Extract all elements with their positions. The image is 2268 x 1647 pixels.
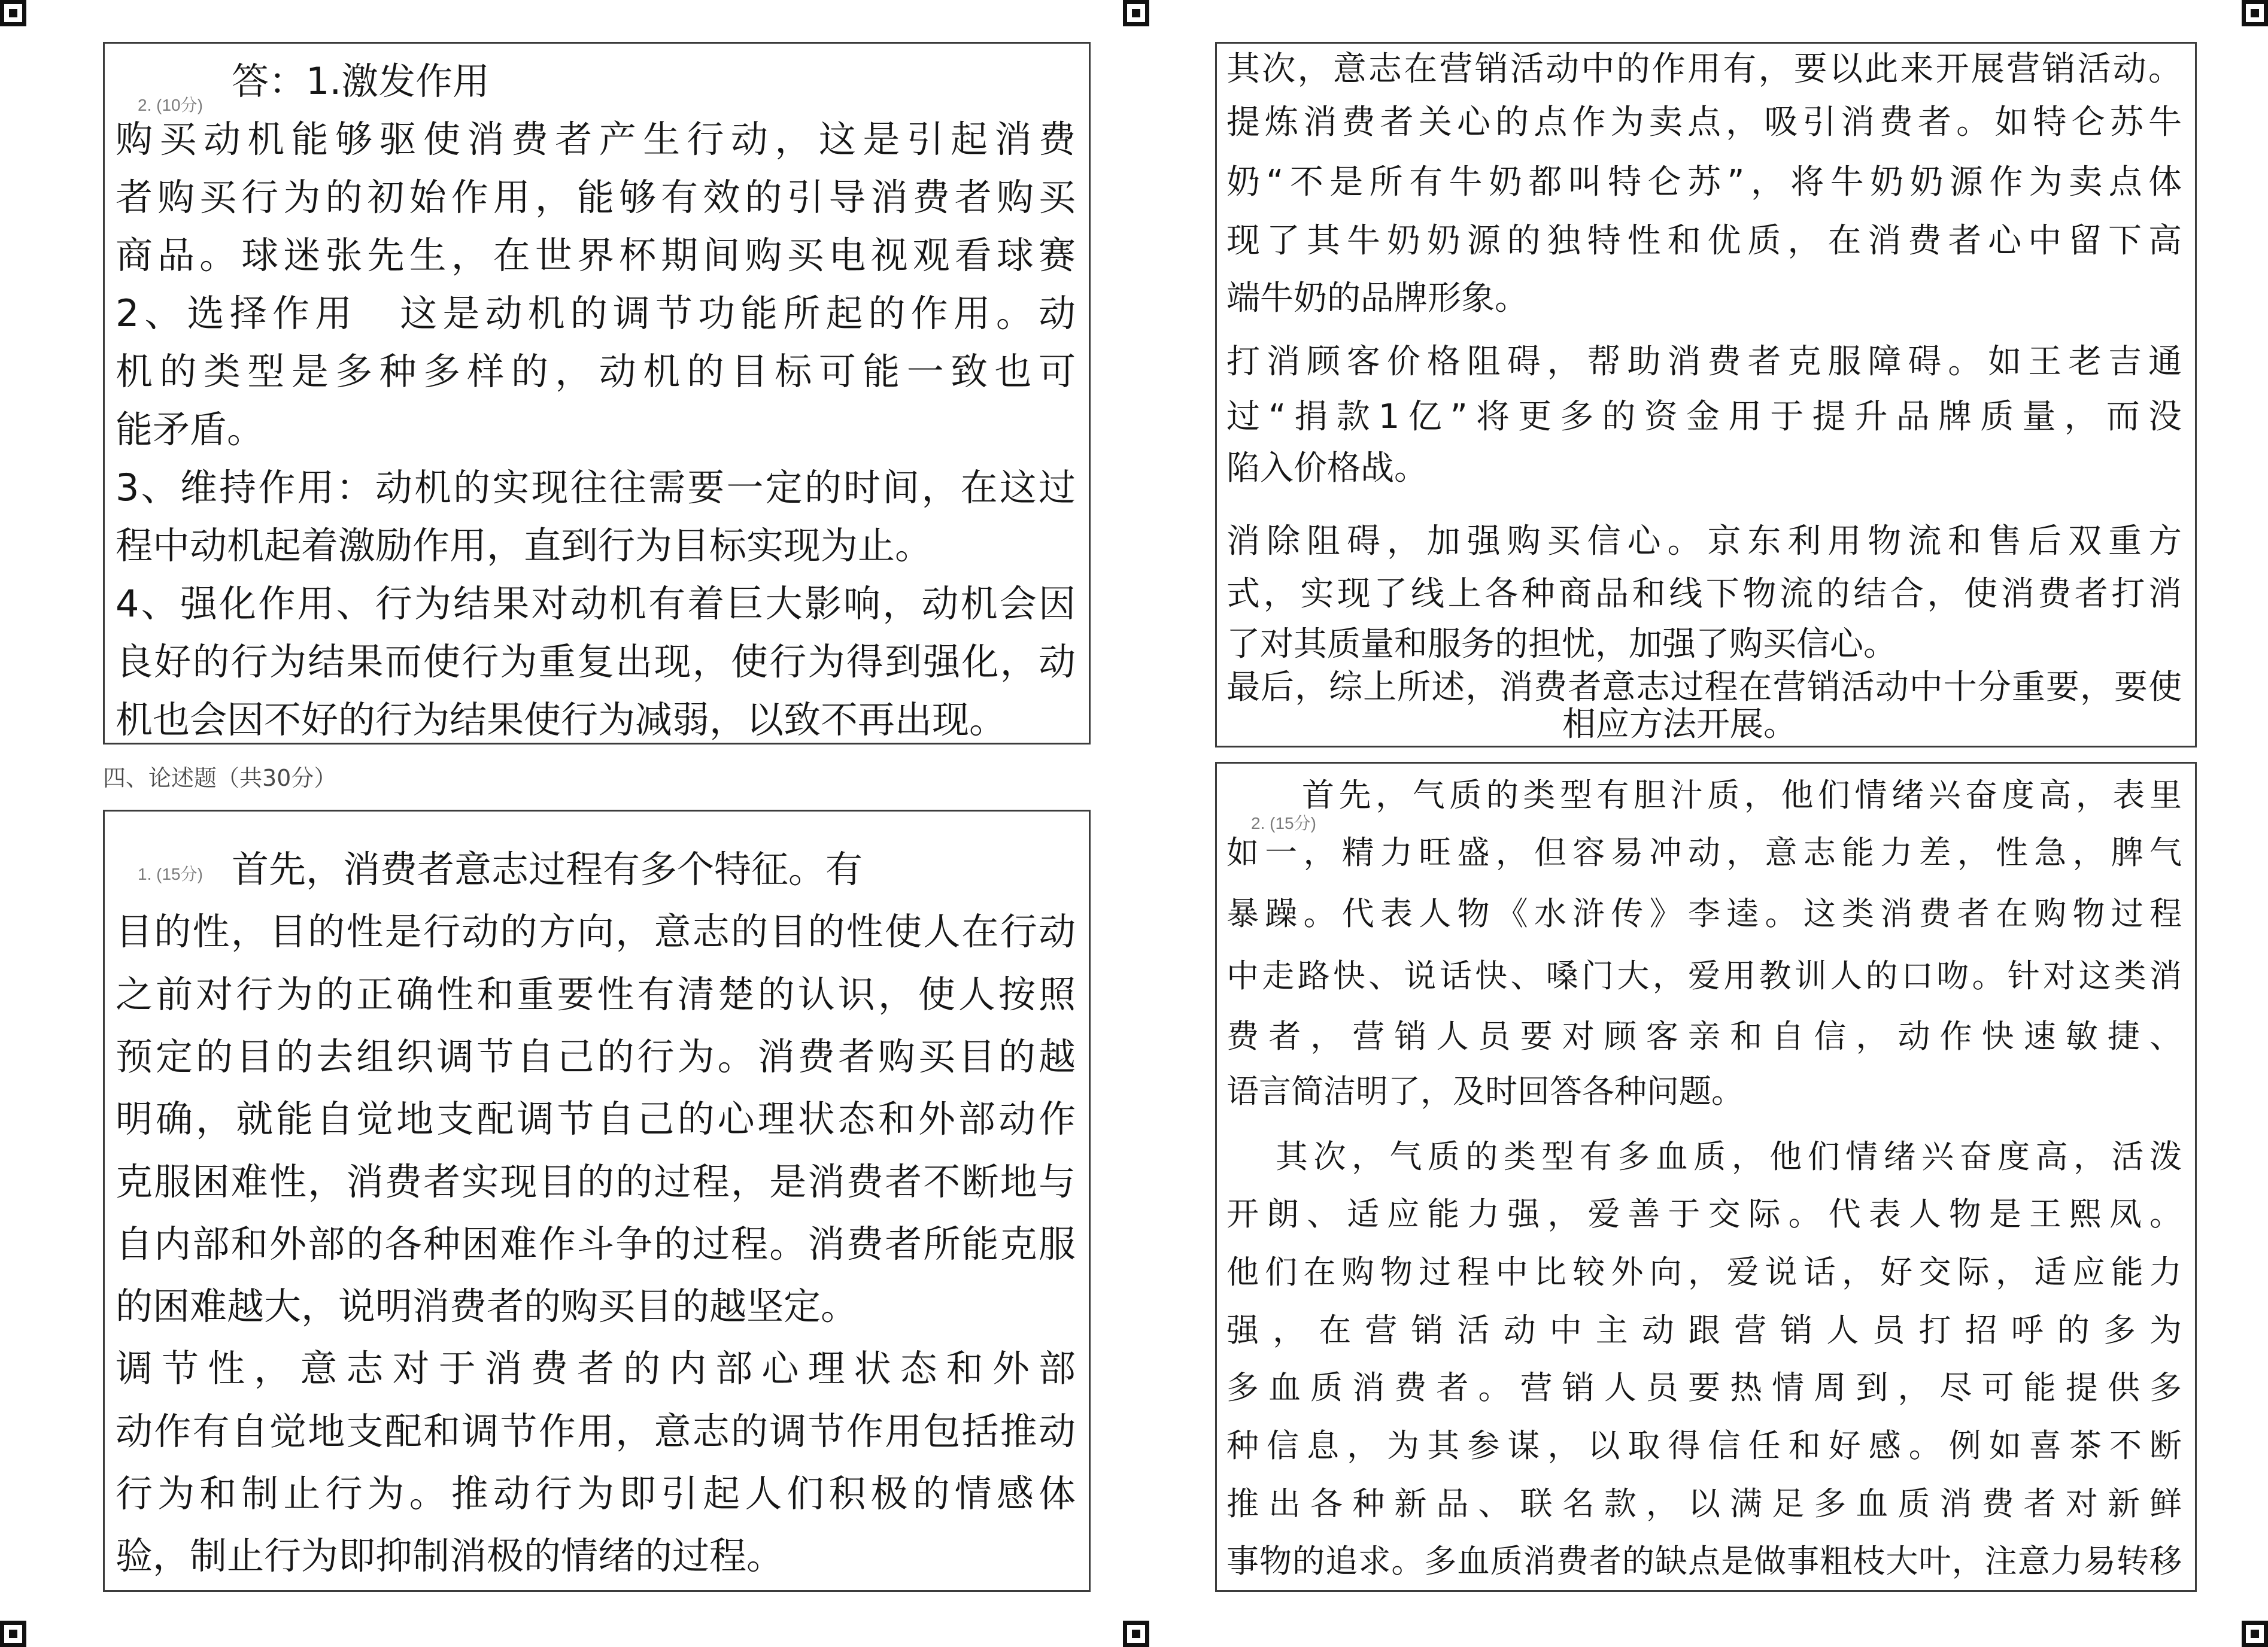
handwritten-line: 现了其牛奶奶源的独特性和优质，在消费者心中留下高	[1226, 222, 2182, 260]
handwritten-line: 克服困难性，消费者实现目的的过程，是消费者不断地与	[116, 1160, 1076, 1204]
handwritten-line: 陷入价格战。	[1226, 449, 1428, 488]
handwritten-line: 其次，意志在营销活动中的作用有，要以此来开展营销活动。	[1226, 50, 2182, 89]
handwritten-line: 如一，精力旺盛，但容易冲动，意志能力差，性急，脾气	[1226, 834, 2182, 871]
handwritten-line: 首先，气质的类型有胆汁质，他们情绪兴奋度高，表里	[1302, 777, 2182, 814]
handwritten-line: 之前对行为的正确性和重要性有清楚的认识，使人按照	[116, 973, 1076, 1016]
handwritten-line: 能矛盾。	[116, 408, 265, 451]
handwritten-line: 打消顾客价格阻碍，帮助消费者克服障碍。如王老吉通	[1226, 343, 2182, 381]
handwritten-line: 强，在营销活动中主动跟营销人员打招呼的多为	[1226, 1312, 2182, 1349]
handwritten-line: 语言简洁明了，及时回答各种问题。	[1226, 1073, 1744, 1110]
handwritten-line: 4、强化作用、行为结果对动机有着巨大影响，动机会因	[116, 582, 1076, 625]
handwritten-line: 其次，气质的类型有多血质，他们情绪兴奋度高，活泼	[1276, 1138, 2182, 1175]
handwritten-line: 开朗、适应能力强，爱善于交际。代表人物是王熙凤。	[1226, 1196, 2182, 1233]
handwritten-line: 良好的行为结果而使行为重复出现，使行为得到强化，动	[116, 640, 1076, 683]
scan-corner-marker	[1123, 1621, 1149, 1647]
handwritten-line: 商品。球迷张先生，在世界杯期间购买电视观看球赛	[116, 234, 1076, 277]
handwritten-line: 机也会因不好的行为结果使行为减弱，以致不再出现。	[116, 698, 1007, 742]
handwritten-line: 首先，消费者意志过程有多个特征。有	[232, 848, 863, 891]
handwritten-line: 提炼消费者关心的点作为卖点，吸引消费者。如特仑苏牛	[1226, 104, 2182, 142]
handwritten-line: 程中动机起着激励作用，直到行为目标实现为止。	[116, 524, 933, 567]
handwritten-line: 中走路快、说话快、嗓门大，爱用教训人的口吻。针对这类消	[1226, 958, 2182, 995]
handwritten-line: 多血质消费者。营销人员要热情周到，尽可能提供多	[1226, 1369, 2182, 1406]
answer-box-essay-q2	[1215, 762, 2197, 1592]
handwritten-line: 过“捐款1亿”将更多的资金用于提升品牌质量，而没	[1226, 398, 2182, 436]
handwritten-line: 明确，就能自觉地支配调节自己的心理状态和外部动作	[116, 1098, 1076, 1141]
handwritten-line: 式，实现了线上各种商品和线下物流的结合，使消费者打消	[1226, 575, 2182, 613]
handwritten-line: 调节性，意志对于消费者的内部心理状态和外部	[116, 1347, 1076, 1390]
handwritten-line: 答：1.激发作用	[232, 60, 490, 103]
handwritten-line: 验，制止行为即抑制消极的情绪的过程。	[116, 1534, 784, 1578]
handwritten-line: 最后，综上所述，消费者意志过程在营销活动中十分重要，要使	[1226, 668, 2182, 707]
handwritten-line: 3、维持作用：动机的实现往往需要一定的时间，在这过	[116, 466, 1076, 509]
scan-corner-marker	[2242, 1621, 2268, 1647]
handwritten-line: 费者，营销人员要对顾客亲和自信，动作快速敏捷、	[1226, 1018, 2182, 1055]
handwritten-line: 购买动机能够驱使消费者产生行动，这是引起消费	[116, 118, 1076, 161]
answer-box-short-answer-q2	[103, 42, 1091, 745]
handwritten-line: 目的性，目的性是行动的方向，意志的目的性使人在行动	[116, 910, 1076, 953]
answer-box-essay-q1-continued	[1215, 42, 2197, 747]
handwritten-line: 他们在购物过程中比较外向，爱说话，好交际，适应能力	[1226, 1254, 2182, 1291]
handwritten-line: 消除阻碍，加强购买信心。京东利用物流和售后双重方	[1226, 522, 2182, 561]
handwritten-line: 的困难越大，说明消费者的购买目的越坚定。	[116, 1285, 858, 1328]
scan-corner-marker	[1123, 0, 1149, 26]
scan-corner-marker	[0, 1621, 26, 1647]
handwritten-line: 预定的目的去组织调节自己的行为。消费者购买目的越	[116, 1035, 1076, 1078]
handwritten-line: 推出各种新品、联名款，以满足多血质消费者对新鲜	[1226, 1485, 2182, 1523]
question-label: 2. (10分)	[138, 96, 203, 114]
handwritten-line: 相应方法开展。	[1562, 706, 1797, 744]
answer-box-essay-q1	[103, 810, 1091, 1592]
handwritten-line: 种信息，为其参谋，以取得信任和好感。例如喜茶不断	[1226, 1427, 2182, 1464]
handwritten-line: 动作有自觉地支配和调节作用，意志的调节作用包括推动	[116, 1410, 1076, 1453]
handwritten-line: 2、选择作用 这是动机的调节功能所起的作用。动	[116, 292, 1076, 335]
handwritten-line: 奶“不是所有牛奶都叫特仑苏”，将牛奶奶源作为卖点体	[1226, 163, 2182, 202]
handwritten-line: 者购买行为的初始作用，能够有效的引导消费者购买	[116, 176, 1076, 219]
handwritten-line: 端牛奶的品牌形象。	[1226, 279, 1528, 318]
scan-corner-marker	[2242, 0, 2268, 26]
question-label: 2. (15分)	[1251, 814, 1316, 832]
scan-corner-marker	[0, 0, 26, 26]
section-title: 四、论述题（共30分）	[103, 765, 337, 791]
handwritten-line: 了对其质量和服务的担忧，加强了购买信心。	[1226, 625, 1897, 664]
question-label: 1. (15分)	[138, 865, 203, 883]
handwritten-line: 机的类型是多种多样的，动机的目标可能一致也可	[116, 350, 1076, 393]
handwritten-line: 暴躁。代表人物《水浒传》李逵。这类消费者在购物过程	[1226, 895, 2182, 932]
handwritten-line: 自内部和外部的各种困难作斗争的过程。消费者所能克服	[116, 1223, 1076, 1266]
handwritten-line: 事物的追求。多血质消费者的缺点是做事粗枝大叶，注意力易转移	[1226, 1543, 2182, 1580]
handwritten-line: 行为和制止行为。推动行为即引起人们积极的情感体	[116, 1472, 1076, 1515]
